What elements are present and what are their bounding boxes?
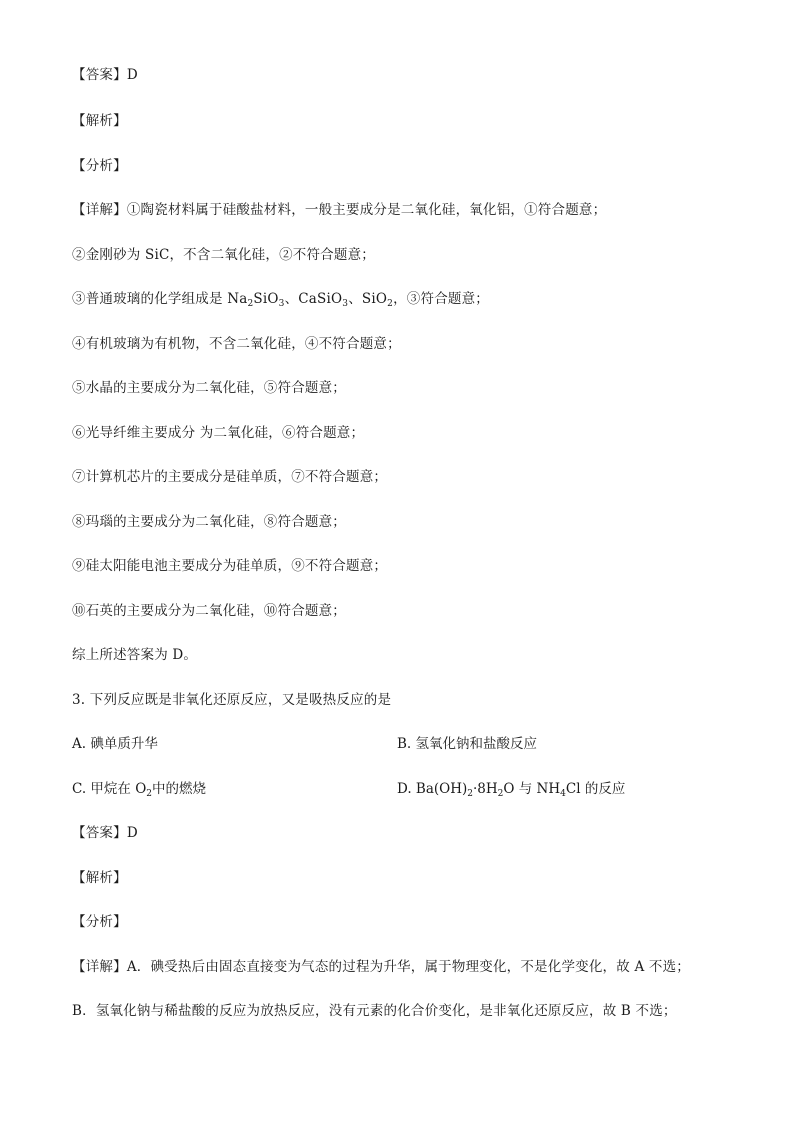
answer-value: D bbox=[126, 67, 138, 83]
option-a: A. 碘单质升华 bbox=[72, 736, 158, 752]
option-d-nh: O 与 NH bbox=[503, 781, 561, 797]
casio-text: 、CaSiO bbox=[284, 291, 343, 307]
detail-tag-2: 【详解】 bbox=[72, 959, 127, 975]
option-d-suffix: Cl 的反应 bbox=[565, 781, 626, 797]
fenxi-tag-2: 【分析】 bbox=[72, 914, 127, 930]
detail-item-10: ⑩石英的主要成分为二氧化硅，⑩符合题意； bbox=[72, 603, 346, 619]
detail-line-2a bbox=[72, 958, 690, 976]
analysis-tag-2: 【解析】 bbox=[72, 870, 127, 886]
o2-subscript: 2 bbox=[146, 789, 153, 799]
detail-item-3-prefix: ③普通玻璃的化学组成是 Na bbox=[72, 291, 248, 307]
detail-item-2: ②金刚砂为 SiC，不含二氧化硅，②不符合题意； bbox=[72, 247, 375, 263]
detail-a: A．碘受热后由固态直接变为气态的过程为升华，属于物理变化，不是化学变化，故 A 不选； bbox=[126, 959, 690, 975]
detail-item-3 bbox=[72, 290, 489, 308]
option-c bbox=[72, 780, 206, 798]
detail-item-7: ⑦计算机芯片的主要成分是硅单质，⑦不符合题意； bbox=[72, 469, 388, 485]
detail-item-9: ⑨硅太阳能电池主要成分为硅单质，⑨不符合题意； bbox=[72, 558, 388, 574]
answer-tag-2: 【答案】 bbox=[72, 825, 127, 841]
detail-tag: 【详解】 bbox=[72, 202, 127, 218]
detail-line-1 bbox=[72, 201, 606, 219]
detail-item-3-suffix: ，③符合题意； bbox=[393, 291, 489, 307]
sio3-subscript: 3 bbox=[278, 299, 285, 309]
answer-tag: 【答案】 bbox=[72, 67, 127, 83]
h2-subscript: 2 bbox=[497, 789, 504, 799]
option-c-suffix: 中的燃烧 bbox=[152, 781, 207, 797]
sio-text: SiO bbox=[253, 291, 279, 307]
summary-line: 综上所述答案为 D。 bbox=[72, 647, 198, 663]
detail-item-8: ⑧玛瑙的主要成分为二氧化硅，⑧符合题意； bbox=[72, 514, 346, 530]
nh4-subscript: 4 bbox=[560, 789, 566, 799]
option-d-prefix: D. Ba(OH) bbox=[397, 781, 468, 797]
option-b: B. 氢氧化钠和盐酸反应 bbox=[397, 736, 538, 752]
detail-item-1: ①陶瓷材料属于硅酸盐材料，一般主要成分是二氧化硅，氧化铝，①符合题意； bbox=[126, 202, 607, 218]
fenxi-tag-1: 【分析】 bbox=[72, 158, 127, 174]
casio3-subscript: 3 bbox=[342, 299, 349, 309]
detail-item-6: ⑥光导纤维主要成分 为二氧化硅，⑥符合题意； bbox=[72, 425, 365, 441]
analysis-tag-1: 【解析】 bbox=[72, 113, 127, 129]
answer-line-2 bbox=[72, 824, 138, 842]
sio2-subscript: 2 bbox=[387, 299, 394, 309]
detail-item-4: ④有机玻璃为有机物，不含二氧化硅，④不符合题意； bbox=[72, 336, 401, 352]
detail-line-2b: B．氢氧化钠与稀盐酸的反应为放热反应，没有元素的化合价变化，是非氧化还原反应，故 B 不选； bbox=[72, 1003, 677, 1019]
na-subscript: 2 bbox=[247, 299, 254, 309]
question-3-stem: 3. 下列反应既是非氧化还原反应，又是吸热反应的是 bbox=[72, 692, 392, 708]
answer-value-2: D bbox=[126, 825, 138, 841]
option-c-prefix: C. 甲烷在 O bbox=[72, 781, 147, 797]
detail-item-5: ⑤水晶的主要成分为二氧化硅，⑤符合题意； bbox=[72, 380, 346, 396]
sio2-text: 、SiO bbox=[348, 291, 388, 307]
option-d bbox=[397, 780, 625, 798]
answer-line-1 bbox=[72, 66, 138, 84]
baoh2-subscript: 2 bbox=[467, 789, 474, 799]
option-d-water: ·8H bbox=[473, 781, 498, 797]
